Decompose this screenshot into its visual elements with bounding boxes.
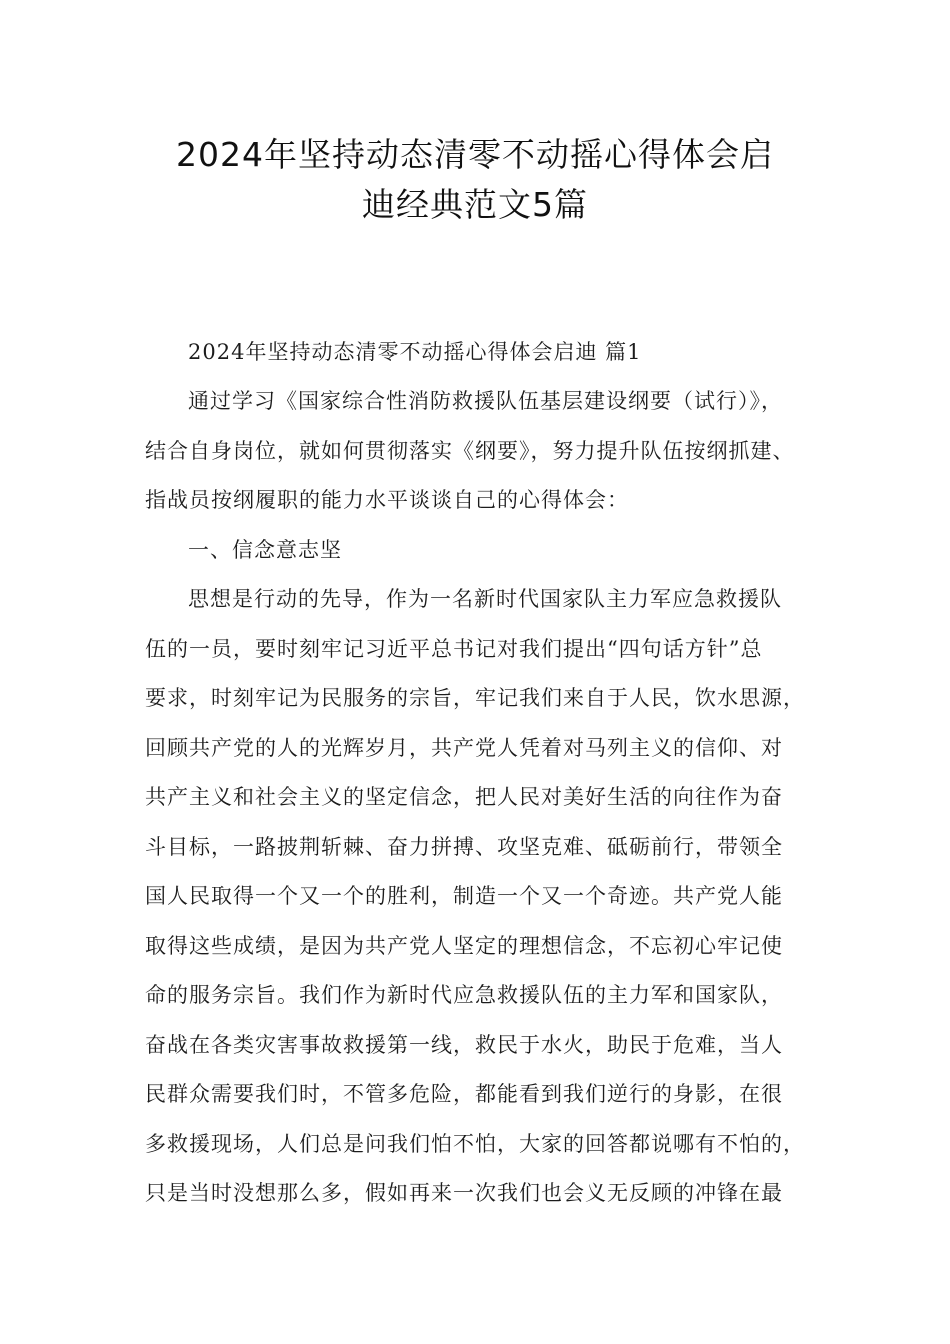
intro-paragraph-line-3: 指战员按纲履职的能力水平谈谈自己的心得体会： xyxy=(145,488,629,512)
body-line-12: 多救援现场，人们总是问我们怕不怕，大家的回答都说哪有不怕的， xyxy=(145,1132,805,1156)
body-line-1: 思想是行动的先导，作为一名新时代国家队主力军应急救援队 xyxy=(188,587,782,611)
body-line-8: 取得这些成绩，是因为共产党人坚定的理想信念，不忘初心牢记使 xyxy=(145,934,783,958)
document-title-line-2: 迪经典范文5篇 xyxy=(362,185,588,224)
document-title-line-1: 2024年坚持动态清零不动摇心得体会启 xyxy=(176,135,774,174)
body-line-10: 奋战在各类灾害事故救援第一线，救民于水火，助民于危难，当人 xyxy=(145,1033,783,1057)
body-line-9: 命的服务宗旨。我们作为新时代应急救援队伍的主力军和国家队， xyxy=(145,983,783,1007)
body-line-6: 斗目标，一路披荆斩棘、奋力拼搏、攻坚克难、砥砺前行，带领全 xyxy=(145,835,783,859)
subheading: 一、信念意志坚 xyxy=(188,538,342,562)
body-line-7: 国人民取得一个又一个的胜利，制造一个又一个奇迹。共产党人能 xyxy=(145,884,783,908)
section-heading: 2024年坚持动态清零不动摇心得体会启迪 篇1 xyxy=(188,340,642,364)
intro-paragraph-line-2: 结合自身岗位，就如何贯彻落实《纲要》，努力提升队伍按纲抓建、 xyxy=(145,439,795,463)
body-line-3: 要求，时刻牢记为民服务的宗旨，牢记我们来自于人民，饮水思源， xyxy=(145,686,805,710)
body-line-11: 民群众需要我们时，不管多危险，都能看到我们逆行的身影，在很 xyxy=(145,1082,783,1106)
body-line-5: 共产主义和社会主义的坚定信念，把人民对美好生活的向往作为奋 xyxy=(145,785,783,809)
body-line-4: 回顾共产党的人的光辉岁月，共产党人凭着对马列主义的信仰、对 xyxy=(145,736,783,760)
intro-paragraph-line-1: 通过学习《国家综合性消防救援队伍基层建设纲要（试行）》， xyxy=(188,389,783,413)
body-line-2: 伍的一员，要时刻牢记习近平总书记对我们提出“四句话方针”总 xyxy=(145,637,763,661)
body-line-13: 只是当时没想那么多，假如再来一次我们也会义无反顾的冲锋在最 xyxy=(145,1181,783,1205)
